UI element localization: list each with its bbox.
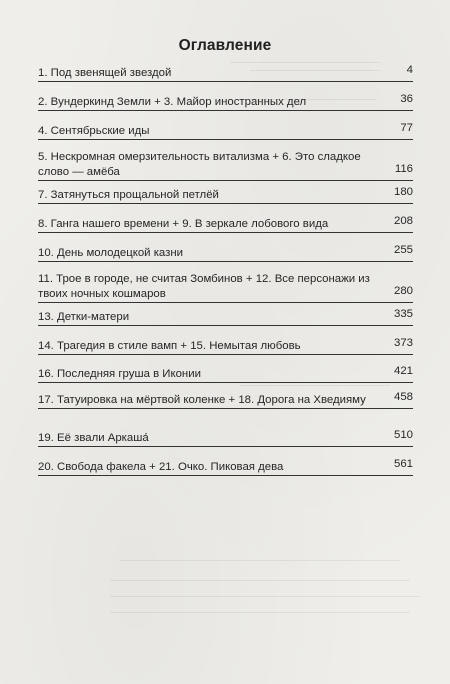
toc-entry bbox=[38, 339, 413, 355]
toc-entry bbox=[38, 66, 413, 82]
toc-entry-page: 180 bbox=[393, 186, 413, 198]
toc-entry-page: 77 bbox=[400, 122, 413, 134]
show-through-line bbox=[230, 62, 380, 63]
toc-entry-page: 36 bbox=[400, 93, 413, 105]
page-title: Оглавление bbox=[178, 37, 272, 54]
toc-entry-page: 4 bbox=[406, 64, 413, 76]
toc-entry-title: 19. Её звали Аркаша́ bbox=[38, 432, 149, 444]
toc-entry-page: 335 bbox=[393, 308, 413, 320]
toc-entry-page: 421 bbox=[393, 365, 413, 377]
toc-entry-title: 1. Под звенящей звездой bbox=[38, 67, 172, 79]
toc-entry-title: 5. Нескромная омерзительность витализма + 6. Это сладкое слово — амёба bbox=[38, 151, 361, 178]
toc-entry bbox=[38, 95, 413, 111]
toc-entry-page: 561 bbox=[393, 458, 413, 470]
toc-entry-page: 280 bbox=[393, 285, 413, 297]
show-through-line bbox=[120, 560, 400, 561]
toc-entry-title: 17. Татуировка на мёртвой коленке + 18. Дорога на Хведияму bbox=[38, 394, 366, 406]
toc-entry bbox=[38, 217, 413, 233]
toc-entry bbox=[38, 124, 413, 140]
show-through-line bbox=[110, 580, 410, 581]
toc-entry bbox=[38, 272, 413, 303]
toc-entry bbox=[38, 310, 413, 326]
toc-entry-page: 458 bbox=[393, 391, 413, 403]
toc-entry-page: 208 bbox=[393, 215, 413, 227]
toc-entry-title: 8. Ганга нашего времени + 9. В зеркале лобового вида bbox=[38, 218, 329, 230]
toc-entry-page: 510 bbox=[393, 429, 413, 441]
show-through-line bbox=[110, 612, 410, 613]
toc-entry-page: 373 bbox=[393, 337, 413, 349]
toc-entry-title: 2. Вундеркинд Земли + 3. Майор иностранных дел bbox=[38, 96, 307, 108]
toc-entry-title: 7. Затянуться прощальной петлёй bbox=[38, 189, 219, 201]
toc-entry bbox=[38, 431, 413, 447]
toc-entry-page: 255 bbox=[393, 244, 413, 256]
toc-entry bbox=[38, 367, 413, 383]
toc-entry bbox=[38, 246, 413, 262]
toc-entry bbox=[38, 460, 413, 476]
toc-entry-title: 11. Трое в городе, не считая Зомбинов + 12. Все персонажи из твоих ночных кошмаров bbox=[38, 273, 370, 300]
show-through-line bbox=[110, 596, 420, 597]
toc-entry bbox=[38, 150, 413, 181]
toc-entry-title: 20. Свобода факела + 21. Очко. Пиковая дева bbox=[38, 461, 284, 473]
toc-entry-title: 4. Сентябрьские иды bbox=[38, 125, 150, 137]
toc-entry-title: 14. Трагедия в стиле вамп + 15. Немытая любовь bbox=[38, 340, 301, 352]
toc-entry bbox=[38, 188, 413, 204]
toc-entry bbox=[38, 393, 413, 409]
toc-entry-title: 13. Детки-матери bbox=[38, 311, 130, 323]
toc-entry-title: 16. Последняя груша в Иконии bbox=[38, 368, 201, 380]
toc-entry-page: 116 bbox=[394, 163, 413, 175]
show-through-line bbox=[240, 385, 390, 386]
toc-entry-title: 10. День молодецкой казни bbox=[38, 247, 184, 259]
